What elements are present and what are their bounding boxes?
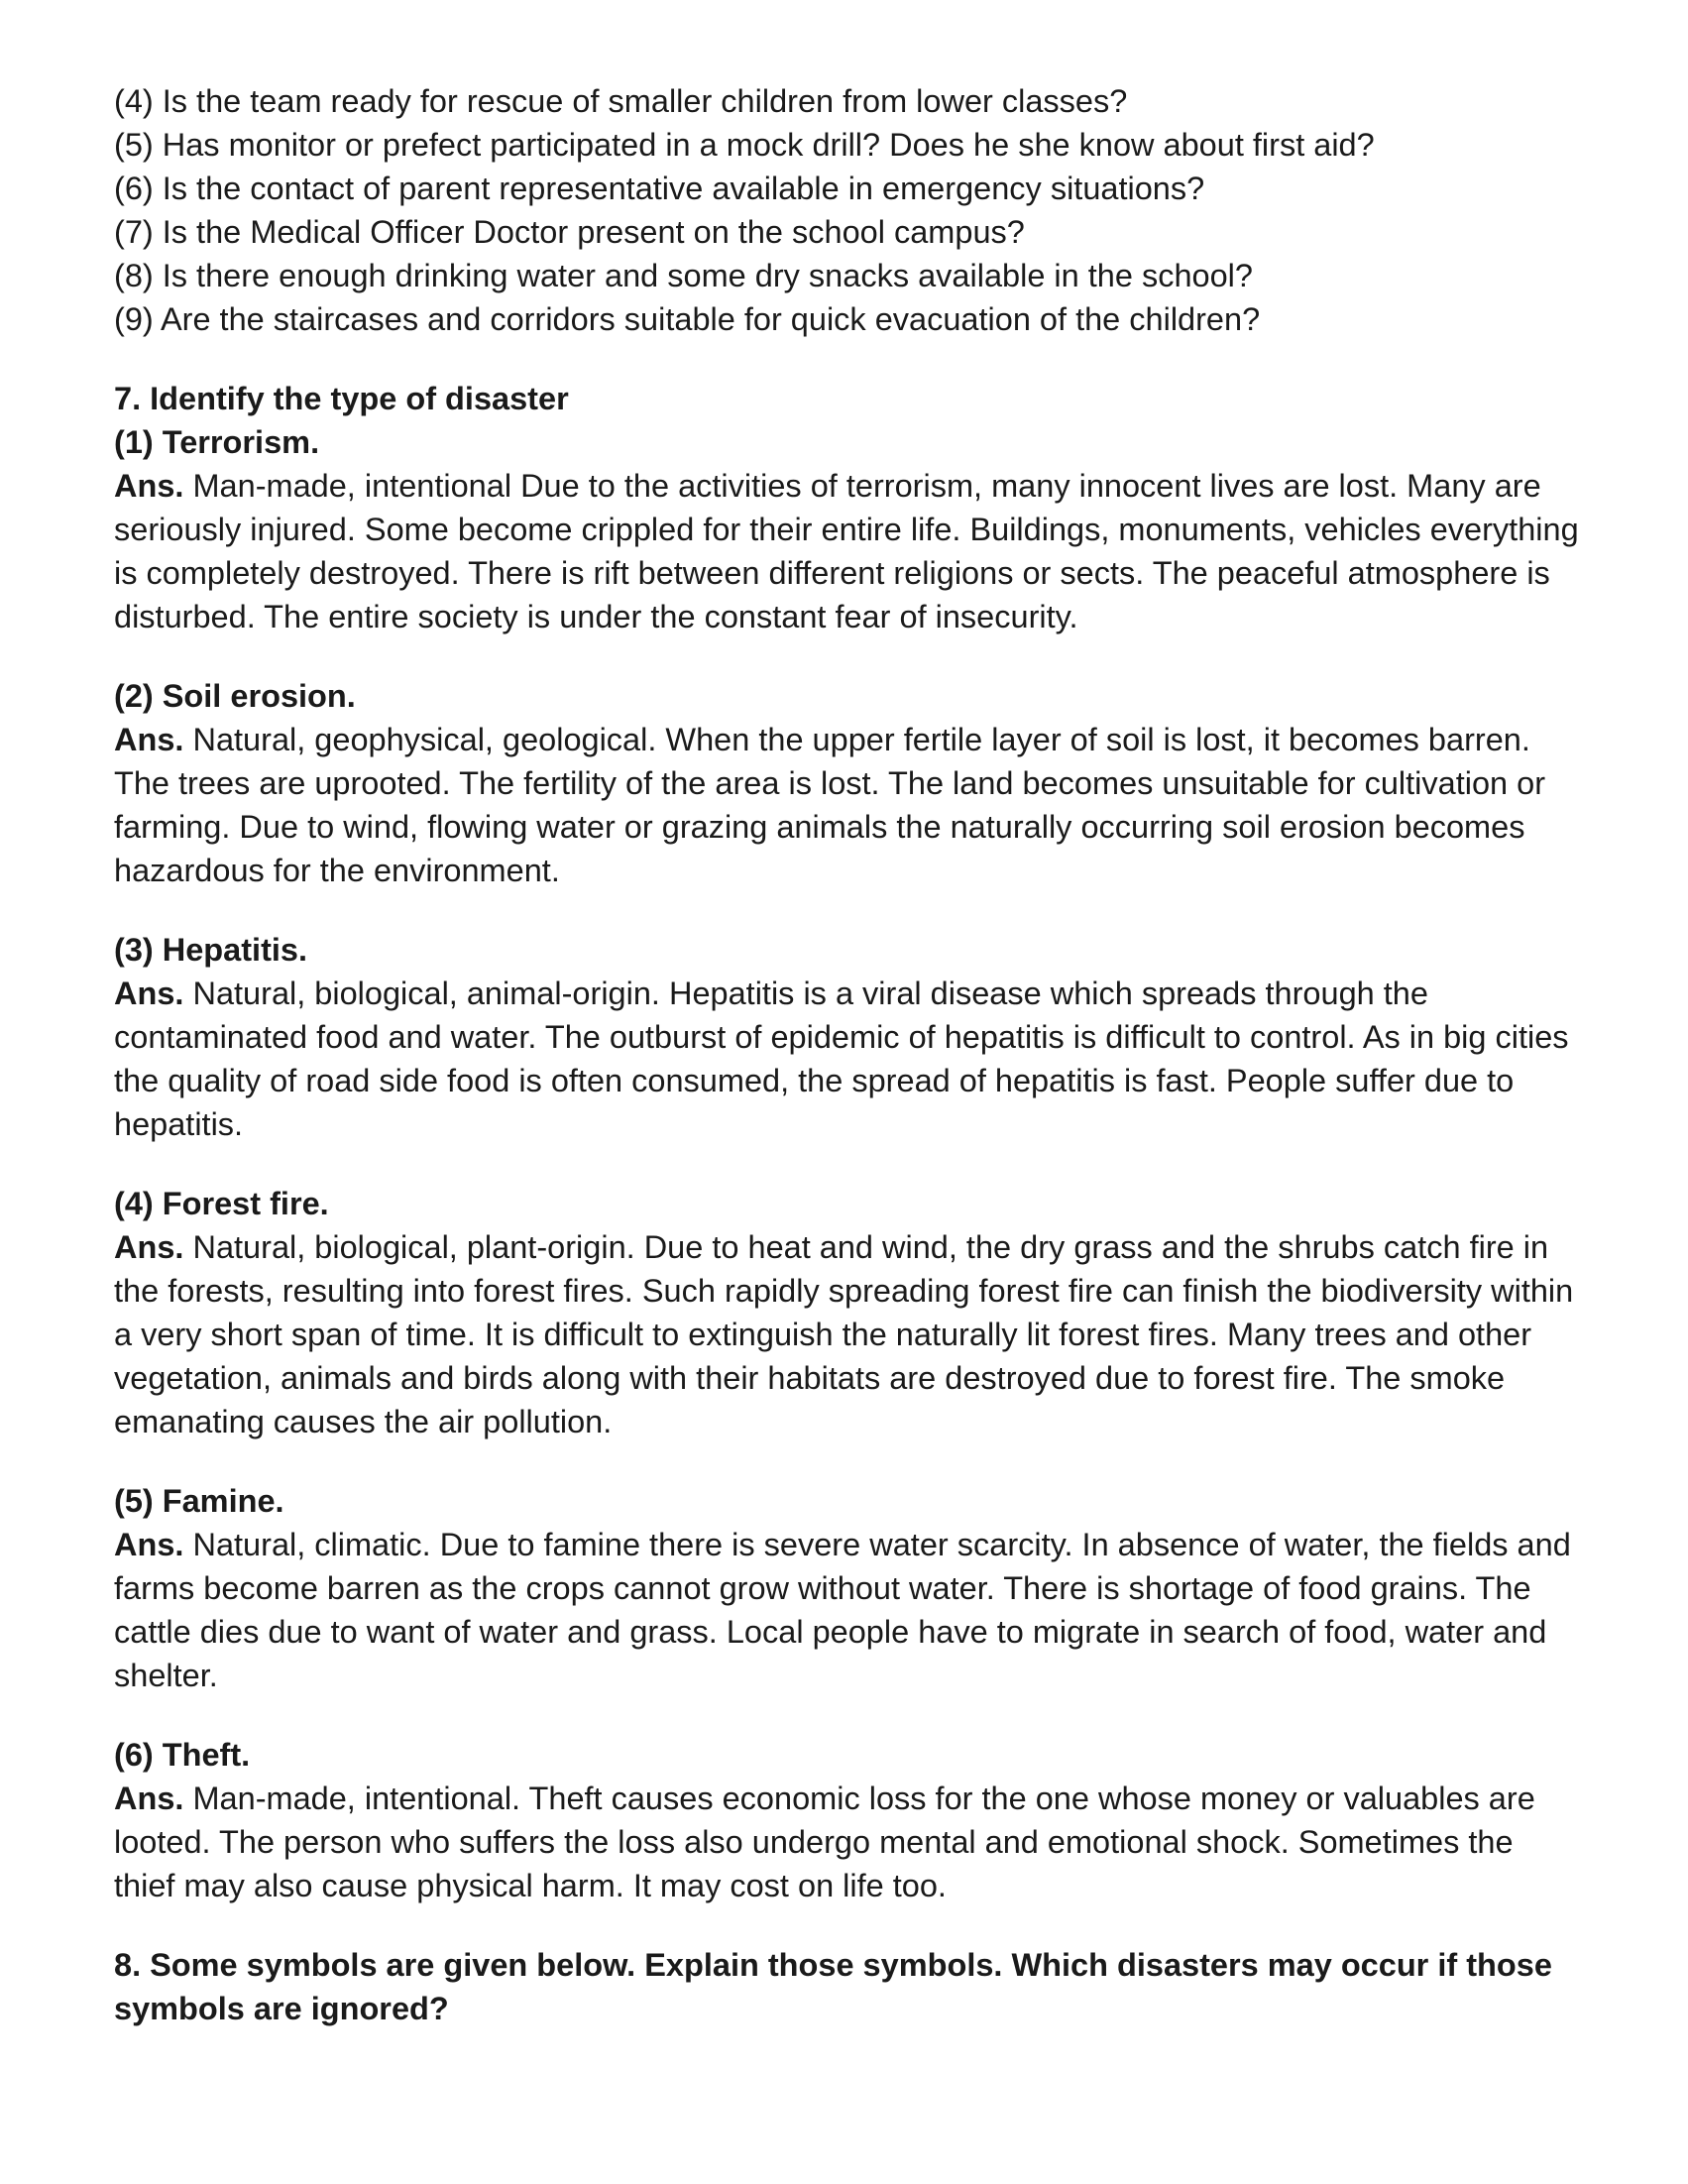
disaster-answer [114, 1523, 1581, 1697]
disaster-answer [114, 1225, 1581, 1443]
disaster-title: (6) Theft. [114, 1737, 251, 1773]
ans-label: Ans. [114, 722, 184, 757]
ans-label: Ans. [114, 976, 184, 1011]
checklist-item: (4) Is the team ready for rescue of smaller children from lower classes? [114, 83, 1128, 119]
checklist-item: (6) Is the contact of parent representative available in emergency situations? [114, 171, 1205, 206]
checklist-item: (8) Is there enough drinking water and some dry snacks available in the school? [114, 258, 1253, 293]
answer-text: Natural, climatic. Due to famine there is severe water scarcity. In absence of water, the fields and farms become barren as the crops cannot grow without water. There is shortage of food grains. The cattle dies due to want of water and grass. Local people have to migrate in search of food, water and shelter. [114, 1527, 1571, 1693]
disaster-title: (5) Famine. [114, 1483, 284, 1519]
ans-label: Ans. [114, 468, 184, 504]
disaster-item-theft [114, 1733, 1581, 1907]
answer-text: Man-made, intentional. Theft causes economic loss for the one whose money or valuables are looted. The person who suffers the loss also undergo mental and emotional shock. Sometimes the thief may also cause physical harm. It may cost on life too. [114, 1781, 1535, 1903]
answer-text: Natural, biological, animal-origin. Hepatitis is a viral disease which spreads through the contaminated food and water. The outburst of epidemic of hepatitis is difficult to control. As in big cities the quality of road side food is often consumed, the spread of hepatitis is fast. People suffer due to hepatitis. [114, 976, 1569, 1142]
disaster-item-hepatitis [114, 928, 1581, 1146]
disaster-item-soil-erosion [114, 674, 1581, 892]
disaster-title: (4) Forest fire. [114, 1186, 329, 1221]
ans-label: Ans. [114, 1527, 184, 1562]
disaster-answer [114, 718, 1581, 892]
checklist-item: (9) Are the staircases and corridors suitable for quick evacuation of the children? [114, 301, 1261, 337]
disaster-answer [114, 464, 1581, 638]
checklist [114, 79, 1581, 341]
answer-text: Natural, geophysical, geological. When the upper fertile layer of soil is lost, it becomes barren. The trees are uprooted. The fertility of the area is lost. The land becomes unsuitable for cultivation or farming. Due to wind, flowing water or grazing animals the naturally occurring soil erosion becomes hazardous for the environment. [114, 722, 1546, 888]
answer-text: Natural, biological, plant-origin. Due to heat and wind, the dry grass and the shrubs catch fire in the forests, resulting into forest fires. Such rapidly spreading forest fire can finish the biodiversity within a very short span of time. It is difficult to extinguish the naturally lit forest fires. Many trees and other vegetation, animals and birds along with their habitats are destroyed due to forest fire. The smoke emanating causes the air pollution. [114, 1229, 1574, 1439]
document-page [114, 79, 1581, 2030]
checklist-item: (5) Has monitor or prefect participated in a mock drill? Does he she know about first aid? [114, 127, 1375, 163]
disaster-item-famine [114, 1479, 1581, 1697]
disaster-item-forest-fire [114, 1182, 1581, 1443]
question-7-heading: 7. Identify the type of disaster [114, 381, 569, 416]
answer-text: Man-made, intentional Due to the activities of terrorism, many innocent lives are lost. Many are seriously injured. Some become crippled for their entire life. Buildings, monuments, vehicles everything is completely destroyed. There is rift between different religions or sects. The peaceful atmosphere is disturbed. The entire society is under the constant fear of insecurity. [114, 468, 1579, 634]
disaster-title: (2) Soil erosion. [114, 678, 356, 714]
ans-label: Ans. [114, 1229, 184, 1265]
disaster-title: (1) Terrorism. [114, 424, 320, 460]
disaster-answer [114, 1777, 1581, 1907]
checklist-item: (7) Is the Medical Officer Doctor present on the school campus? [114, 214, 1025, 250]
disaster-item-terrorism [114, 420, 1581, 638]
disaster-answer [114, 972, 1581, 1146]
question-8-heading: 8. Some symbols are given below. Explain those symbols. Which disasters may occur if those symbols are ignored? [114, 1947, 1552, 2026]
disaster-title: (3) Hepatitis. [114, 932, 308, 968]
ans-label: Ans. [114, 1781, 184, 1816]
